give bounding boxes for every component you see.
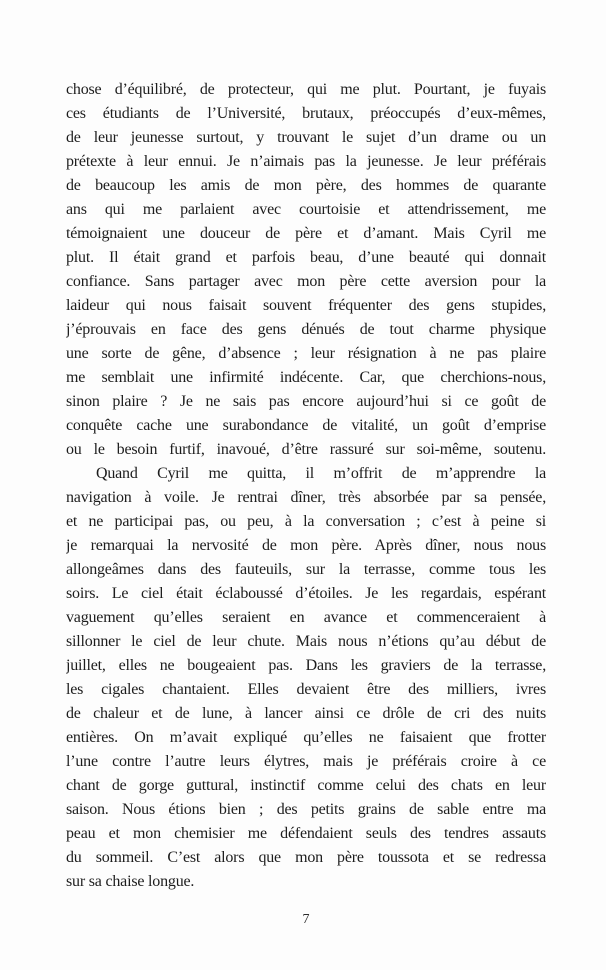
text-line: ou le besoin furtif, inavoué, d’être rassuré sur soi-même, soutenu. [66,441,546,458]
text-line: de chaleur et de lune, à lancer ainsi ce drôle de cri des nuits [66,705,546,722]
text-line: allongeâmes dans des fauteuils, sur la terrasse, comme tous les [66,561,546,578]
text-line: je remarquai la nervosité de mon père. Après dîner, nous nous [66,537,546,554]
text-line: saison. Nous étions bien ; des petits grains de sable entre ma [66,801,546,818]
text-line: j’éprouvais en face des gens dénués de tout charme physique [66,321,546,338]
text-line: laideur qui nous faisait souvent fréquenter des gens stupides, [66,297,546,314]
text-line: l’une contre l’autre leurs élytres, mais je préférais croire à ce [66,753,546,770]
text-line: plut. Il était grand et parfois beau, d’une beauté qui donnait [66,249,546,266]
text-line: entières. On m’avait expliqué qu’elles ne faisaient que frotter [66,729,546,746]
text-line: vaguement qu’elles seraient en avance et commenceraient à [66,609,546,626]
text-line: soirs. Le ciel était éclaboussé d’étoiles. Je les regardais, espérant [66,585,546,602]
page-text [66,78,546,894]
text-line: chose d’équilibré, de protecteur, qui me plut. Pourtant, je fuyais [66,81,546,98]
text-line: Quand Cyril me quitta, il m’offrit de m’apprendre la [96,465,546,482]
text-line: ces étudiants de l’Université, brutaux, préoccupés d’eux-mêmes, [66,105,546,122]
text-line: navigation à voile. Je rentrai dîner, très absorbée par sa pensée, [66,489,546,506]
text-line: sillonner le ciel de leur chute. Mais nous n’étions qu’au début de [66,633,546,650]
text-line: prétexte à leur ennui. Je n’aimais pas la jeunesse. Je leur préférais [66,153,546,170]
text-line: du sommeil. C’est alors que mon père toussota et se redressa [66,849,546,866]
text-line: de leur jeunesse surtout, y trouvant le sujet d’un drame ou un [66,129,546,146]
text-line: et ne participai pas, ou peu, à la conversation ; c’est à peine si [66,513,546,530]
text-line: confiance. Sans partager avec mon père cette aversion pour la [66,273,546,290]
text-line: juillet, elles ne bougeaient pas. Dans les graviers de la terrasse, [66,657,546,674]
text-line: conquête cache une surabondance de vitalité, un goût d’emprise [66,417,546,434]
text-line: ans qui me parlaient avec courtoisie et attendrissement, me [66,201,546,218]
page-number: 7 [302,912,310,927]
text-line: chant de gorge guttural, instinctif comme celui des chats en leur [66,777,546,794]
text-line: peau et mon chemisier me défendaient seuls des tendres assauts [66,825,546,842]
text-line: sur sa chaise longue. [66,873,195,890]
text-line: les cigales chantaient. Elles devaient être des milliers, ivres [66,681,546,698]
text-line: de beaucoup les amis de mon père, des hommes de quarante [66,177,546,194]
text-line: sinon plaire ? Je ne sais pas encore aujourd’hui si ce goût de [66,393,546,410]
text-line: témoignaient une douceur de père et d’amant. Mais Cyril me [66,225,546,242]
text-line: une sorte de gêne, d’absence ; leur résignation à ne pas plaire [66,345,546,362]
text-line: me semblait une infirmité indécente. Car, que cherchions-nous, [66,369,546,386]
